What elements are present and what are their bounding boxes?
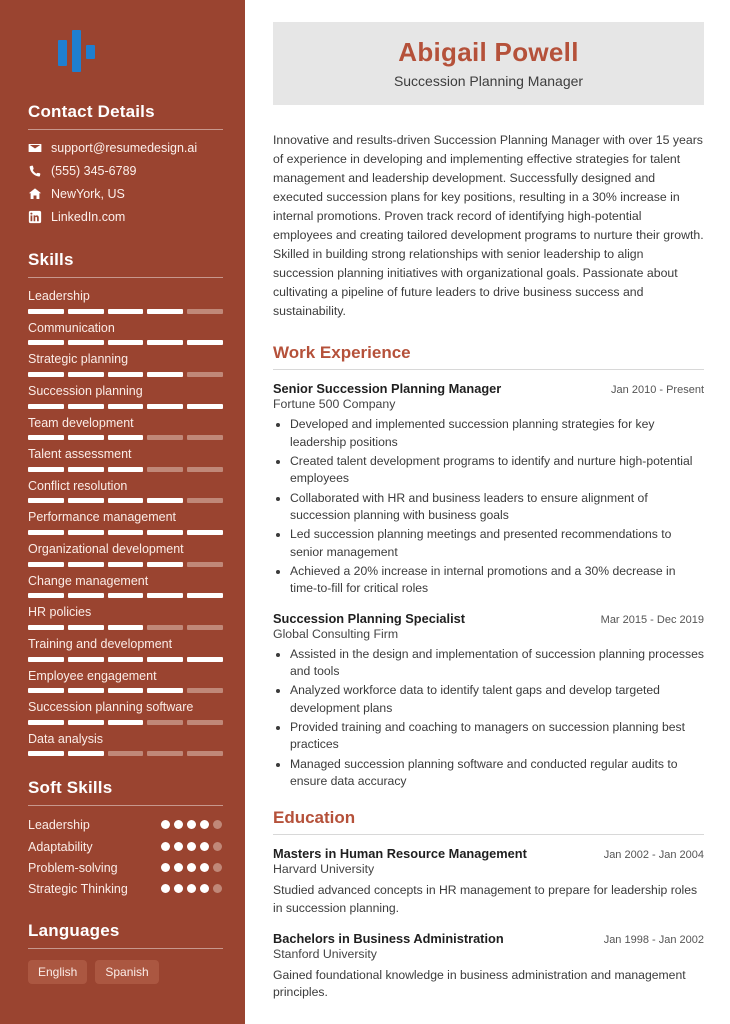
soft-skill-dot bbox=[213, 863, 222, 872]
skills-section bbox=[28, 250, 223, 756]
skill-segment bbox=[187, 467, 223, 472]
skill-label: HR policies bbox=[28, 605, 92, 620]
work-experience-divider bbox=[273, 369, 704, 370]
work-experience-entry bbox=[273, 611, 704, 791]
contact-row[interactable] bbox=[28, 187, 223, 201]
skill-level-bar bbox=[28, 530, 223, 535]
skill-segment bbox=[187, 530, 223, 535]
education-entry bbox=[273, 931, 704, 1002]
education-degree: Bachelors in Business Administration bbox=[273, 930, 504, 946]
education-school: Harvard University bbox=[273, 862, 375, 877]
skill-segment bbox=[108, 751, 144, 756]
soft-skill-label: Leadership bbox=[28, 818, 90, 833]
skill-segment bbox=[187, 625, 223, 630]
language-chip[interactable]: English bbox=[28, 960, 87, 984]
phone-icon bbox=[28, 164, 42, 178]
skill-label: Performance management bbox=[28, 510, 176, 525]
skill-segment bbox=[187, 309, 223, 314]
skill-segment bbox=[108, 593, 144, 598]
soft-skill-row bbox=[28, 817, 223, 833]
soft-skill-row bbox=[28, 881, 223, 897]
education-date-range: Jan 2002 - Jan 2004 bbox=[603, 849, 704, 862]
skill-item bbox=[28, 700, 223, 725]
education-divider bbox=[273, 834, 704, 835]
contact-value: (555) 345-6789 bbox=[51, 164, 137, 178]
education-entry bbox=[273, 846, 704, 917]
soft-skill-dot bbox=[200, 863, 209, 872]
soft-skill-dot bbox=[200, 842, 209, 851]
skill-segment bbox=[68, 625, 104, 630]
skill-label: Data analysis bbox=[28, 731, 104, 746]
contact-row[interactable] bbox=[28, 210, 223, 224]
skill-segment bbox=[68, 720, 104, 725]
work-bullet: • Led succession planning meetings and presented recommendations to senior management bbox=[290, 526, 704, 561]
education-list bbox=[273, 846, 704, 1002]
skills-heading: Skills bbox=[28, 250, 74, 269]
skill-segment bbox=[108, 467, 144, 472]
skill-item bbox=[28, 605, 223, 630]
skill-segment bbox=[187, 435, 223, 440]
logo-bar-center bbox=[72, 30, 81, 72]
skill-segment bbox=[108, 688, 144, 693]
skill-segment bbox=[68, 498, 104, 503]
languages-heading: Languages bbox=[28, 921, 120, 941]
skill-segment bbox=[147, 404, 183, 409]
soft-skill-dot bbox=[213, 842, 222, 851]
contact-section bbox=[28, 102, 223, 224]
candidate-name: Abigail Powell bbox=[398, 37, 579, 67]
skill-item bbox=[28, 289, 223, 314]
logo-bar-left bbox=[58, 40, 67, 66]
contact-divider bbox=[28, 129, 223, 130]
skill-label: Talent assessment bbox=[28, 447, 132, 462]
skill-item bbox=[28, 542, 223, 567]
education-entry-header bbox=[273, 846, 704, 861]
skill-item bbox=[28, 574, 223, 599]
skill-segment bbox=[147, 467, 183, 472]
work-bullet: • Created talent development programs to identify and nurture high-potential employees bbox=[290, 453, 704, 488]
work-experience-entry bbox=[273, 381, 704, 597]
soft-skill-rating bbox=[161, 817, 223, 829]
skill-level-bar bbox=[28, 688, 223, 693]
soft-skill-dot bbox=[174, 820, 183, 829]
linkedin-icon bbox=[28, 210, 42, 224]
skill-segment bbox=[28, 340, 64, 345]
soft-skill-dot bbox=[174, 884, 183, 893]
work-date-range: Mar 2015 - Dec 2019 bbox=[600, 613, 704, 626]
skill-segment bbox=[187, 562, 223, 567]
work-experience-heading: Work Experience bbox=[273, 343, 411, 363]
skills-divider bbox=[28, 277, 223, 278]
work-entry-header bbox=[273, 381, 704, 396]
work-bullet: • Managed succession planning software and conducted regular audits to ensure data accuracy bbox=[290, 756, 704, 791]
education-school: Stanford University bbox=[273, 946, 377, 961]
contact-value: support@resumedesign.ai bbox=[51, 141, 198, 155]
skill-label: Employee engagement bbox=[28, 668, 157, 683]
work-bullet-list bbox=[290, 646, 704, 791]
skill-segment bbox=[68, 593, 104, 598]
skill-segment bbox=[68, 562, 104, 567]
skill-label: Conflict resolution bbox=[28, 478, 128, 493]
skill-segment bbox=[187, 688, 223, 693]
skill-item bbox=[28, 321, 223, 346]
skill-item bbox=[28, 479, 223, 504]
skill-segment bbox=[28, 309, 64, 314]
skill-segment bbox=[187, 372, 223, 377]
work-bullet: • Analyzed workforce data to identify talent gaps and develop targeted development plans bbox=[290, 682, 704, 717]
skill-segment bbox=[28, 372, 64, 377]
skill-segment bbox=[147, 309, 183, 314]
contact-value: NewYork, US bbox=[51, 187, 125, 201]
soft-skill-dot bbox=[200, 820, 209, 829]
soft-skill-label: Problem-solving bbox=[28, 860, 118, 875]
skill-segment bbox=[187, 498, 223, 503]
skill-level-bar bbox=[28, 625, 223, 630]
work-date-range: Jan 2010 - Present bbox=[611, 384, 704, 397]
skill-level-bar bbox=[28, 498, 223, 503]
skill-segment bbox=[28, 657, 64, 662]
soft-skill-dot bbox=[200, 884, 209, 893]
skill-segment bbox=[147, 593, 183, 598]
skill-level-bar bbox=[28, 593, 223, 598]
skill-item bbox=[28, 510, 223, 535]
work-bullet: • Collaborated with HR and business leaders to ensure alignment of succession planning with business goals bbox=[290, 490, 704, 525]
skill-segment bbox=[187, 404, 223, 409]
skill-segment bbox=[68, 657, 104, 662]
skill-level-bar bbox=[28, 562, 223, 567]
soft-skills-list bbox=[28, 817, 223, 897]
skill-segment bbox=[147, 562, 183, 567]
skill-segment bbox=[28, 751, 64, 756]
skill-segment bbox=[28, 688, 64, 693]
contact-list bbox=[28, 141, 223, 224]
soft-skill-row bbox=[28, 860, 223, 876]
skill-segment bbox=[28, 593, 64, 598]
skill-segment bbox=[28, 467, 64, 472]
skill-segment bbox=[187, 593, 223, 598]
skill-label: Communication bbox=[28, 320, 115, 335]
work-bullet-list bbox=[290, 416, 704, 597]
skill-segment bbox=[147, 657, 183, 662]
skill-segment bbox=[68, 435, 104, 440]
soft-skills-section bbox=[28, 778, 223, 897]
skill-segment bbox=[108, 530, 144, 535]
language-chip[interactable]: Spanish bbox=[95, 960, 158, 984]
skill-segment bbox=[108, 340, 144, 345]
skill-segment bbox=[147, 340, 183, 345]
work-experience-section bbox=[273, 343, 704, 790]
work-bullet: • Achieved a 20% increase in internal promotions and a 30% decrease in time-to-fill for critical roles bbox=[290, 563, 704, 598]
education-description: Gained foundational knowledge in business administration and management principles. bbox=[273, 967, 686, 1000]
main-content bbox=[245, 0, 730, 1024]
soft-skill-dot bbox=[187, 863, 196, 872]
skill-segment bbox=[108, 720, 144, 725]
candidate-title: Succession Planning Manager bbox=[393, 72, 584, 89]
work-organization: Global Consulting Firm bbox=[273, 626, 399, 641]
skill-item bbox=[28, 352, 223, 377]
skill-item bbox=[28, 384, 223, 409]
skill-segment bbox=[28, 720, 64, 725]
contact-value: LinkedIn.com bbox=[51, 210, 126, 224]
skill-segment bbox=[147, 530, 183, 535]
skill-segment bbox=[108, 404, 144, 409]
skill-segment bbox=[187, 657, 223, 662]
languages-section bbox=[28, 921, 223, 984]
skill-segment bbox=[28, 435, 64, 440]
soft-skill-dot bbox=[161, 863, 170, 872]
soft-skill-dot bbox=[187, 842, 196, 851]
skill-level-bar bbox=[28, 751, 223, 756]
envelope-icon bbox=[28, 141, 42, 155]
skill-level-bar bbox=[28, 467, 223, 472]
skill-segment bbox=[28, 404, 64, 409]
home-icon bbox=[28, 187, 42, 201]
soft-skill-dot bbox=[174, 863, 183, 872]
contact-row[interactable] bbox=[28, 164, 223, 178]
soft-skill-dot bbox=[174, 842, 183, 851]
skill-segment bbox=[68, 309, 104, 314]
skill-label: Leadership bbox=[28, 289, 90, 303]
skill-segment bbox=[108, 309, 144, 314]
skill-segment bbox=[147, 625, 183, 630]
sidebar bbox=[0, 0, 245, 1024]
soft-skill-label: Strategic Thinking bbox=[28, 882, 128, 897]
soft-skill-rating bbox=[161, 881, 223, 893]
skill-segment bbox=[68, 372, 104, 377]
education-entry-header bbox=[273, 931, 704, 946]
work-experience-list bbox=[273, 381, 704, 790]
logo-bar-right bbox=[86, 45, 95, 59]
skill-segment bbox=[28, 625, 64, 630]
skill-segment bbox=[28, 530, 64, 535]
skill-segment bbox=[147, 720, 183, 725]
skill-segment bbox=[108, 625, 144, 630]
skill-segment bbox=[28, 498, 64, 503]
education-date-range: Jan 1998 - Jan 2002 bbox=[603, 933, 704, 946]
soft-skill-row bbox=[28, 839, 223, 855]
skill-segment bbox=[108, 498, 144, 503]
skill-item bbox=[28, 447, 223, 472]
soft-skill-dot bbox=[187, 820, 196, 829]
skill-label: Succession planning bbox=[28, 383, 143, 398]
skill-item bbox=[28, 732, 223, 757]
skill-item bbox=[28, 637, 223, 662]
skills-list bbox=[28, 289, 223, 756]
work-entry-header bbox=[273, 611, 704, 626]
skill-level-bar bbox=[28, 340, 223, 345]
soft-skills-heading: Soft Skills bbox=[28, 778, 113, 798]
soft-skill-label: Adaptability bbox=[28, 839, 93, 854]
skill-segment bbox=[28, 562, 64, 567]
education-description: Studied advanced concepts in HR management to prepare for leadership roles in succession planning. bbox=[273, 883, 698, 915]
skill-segment bbox=[147, 435, 183, 440]
languages-chip-list bbox=[28, 960, 223, 984]
soft-skill-rating bbox=[161, 860, 223, 872]
skill-item bbox=[28, 416, 223, 441]
skill-segment bbox=[108, 657, 144, 662]
skill-label: Team development bbox=[28, 415, 134, 430]
skill-segment bbox=[147, 498, 183, 503]
work-bullet: • Provided training and coaching to managers on succession planning best practices bbox=[290, 719, 704, 754]
skill-level-bar bbox=[28, 720, 223, 725]
skill-label: Training and development bbox=[28, 636, 173, 651]
skill-label: Change management bbox=[28, 573, 149, 588]
skill-level-bar bbox=[28, 404, 223, 409]
work-organization: Fortune 500 Company bbox=[273, 397, 396, 412]
name-card bbox=[273, 22, 704, 105]
skill-level-bar bbox=[28, 657, 223, 662]
skill-label: Strategic planning bbox=[28, 352, 129, 367]
contact-row[interactable] bbox=[28, 141, 223, 155]
education-section bbox=[273, 808, 704, 1002]
work-bullet: • Assisted in the design and implementation of succession planning processes and tools bbox=[290, 646, 704, 681]
soft-skill-dot bbox=[161, 842, 170, 851]
skill-segment bbox=[68, 688, 104, 693]
skill-segment bbox=[147, 688, 183, 693]
education-degree: Masters in Human Resource Management bbox=[273, 846, 527, 862]
skill-segment bbox=[68, 530, 104, 535]
contact-heading: Contact Details bbox=[28, 102, 155, 121]
skill-segment bbox=[108, 562, 144, 567]
skill-segment bbox=[187, 751, 223, 756]
soft-skill-dot bbox=[161, 884, 170, 893]
soft-skill-dot bbox=[213, 820, 222, 829]
skill-segment bbox=[108, 435, 144, 440]
skill-segment bbox=[68, 467, 104, 472]
work-bullet: • Developed and implemented succession planning strategies for key leadership positions bbox=[290, 416, 704, 451]
skill-segment bbox=[147, 372, 183, 377]
skill-label: Succession planning software bbox=[28, 700, 194, 715]
soft-skill-dot bbox=[213, 884, 222, 893]
education-heading: Education bbox=[273, 808, 356, 828]
work-role: Succession Planning Specialist bbox=[273, 610, 466, 626]
skill-segment bbox=[68, 340, 104, 345]
skill-level-bar bbox=[28, 309, 223, 314]
skill-label: Organizational development bbox=[28, 542, 184, 556]
languages-divider bbox=[28, 948, 223, 949]
professional-summary: Innovative and results-driven Succession Planning Manager with over 15 years of experience in developing and implementing effective strategies for talent management and leadership development. Successfully designed and executed succession plans for key positions, resulting in a 30% increase in internal promotions. Proven track record of identifying high-potential employees and creating tailored development programs to nurture their growth. Skilled in building strong relationships with senior leadership to align succession planning initiatives with organizational goals. Passionate about cultivating a pipeline of future leaders to drive business success and sustainability. bbox=[273, 132, 704, 319]
skill-segment bbox=[108, 372, 144, 377]
resume-brand-logo bbox=[58, 26, 223, 72]
soft-skill-dot bbox=[161, 820, 170, 829]
skill-segment bbox=[147, 751, 183, 756]
skill-segment bbox=[68, 751, 104, 756]
skill-segment bbox=[187, 340, 223, 345]
soft-skill-rating bbox=[161, 839, 223, 851]
skill-segment bbox=[187, 720, 223, 725]
skill-level-bar bbox=[28, 372, 223, 377]
soft-skills-divider bbox=[28, 805, 223, 806]
skill-level-bar bbox=[28, 435, 223, 440]
skill-segment bbox=[68, 404, 104, 409]
skill-item bbox=[28, 669, 223, 694]
soft-skill-dot bbox=[187, 884, 196, 893]
work-role: Senior Succession Planning Manager bbox=[273, 381, 502, 397]
